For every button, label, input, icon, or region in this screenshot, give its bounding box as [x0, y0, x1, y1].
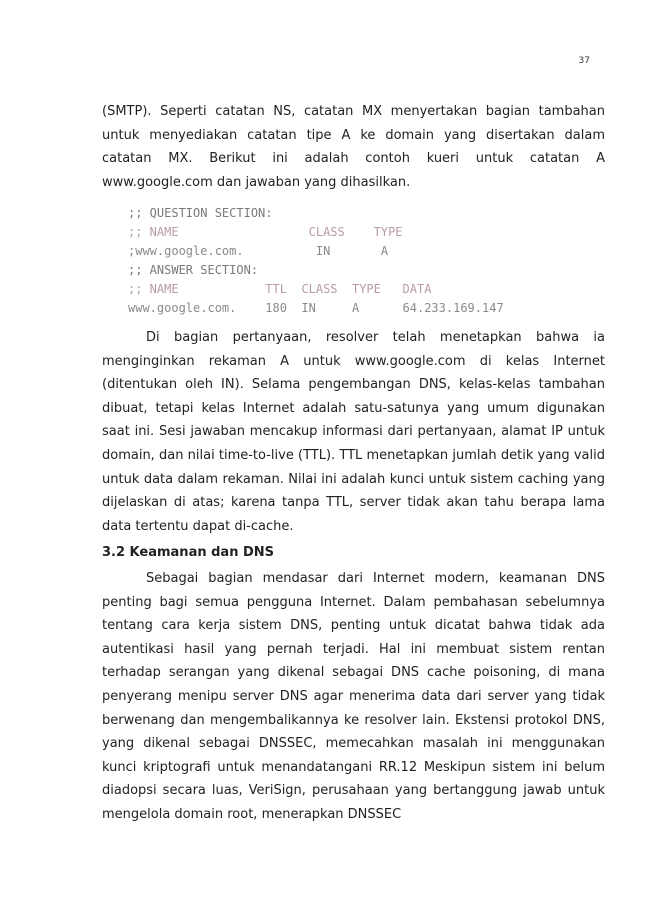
code-answer-row: www.google.com. 180 IN A 64.233.169.147: [128, 301, 504, 315]
code-question-row: ;www.google.com. IN A: [128, 244, 389, 258]
dns-query-example: [128, 204, 504, 318]
code-question-section: ;; QUESTION SECTION:: [128, 206, 273, 220]
code-answer-section: ;; ANSWER SECTION:: [128, 263, 259, 277]
page-number: 37: [578, 56, 590, 66]
paragraph-intro: (SMTP). Seperti catatan NS, catatan MX menyertakan bagian tambahan untuk menyediakan catatan tipe A ke domain yang disertakan dalam catatan MX. Berikut ini adalah contoh kueri untuk catatan A www.google.com dan jawaban yang dihasilkan.: [102, 104, 605, 190]
code-question-header: ;; NAME CLASS TYPE: [128, 225, 403, 239]
code-answer-header: ;; NAME TTL CLASS TYPE DATA: [128, 282, 432, 296]
section-heading: 3.2 Keamanan dan DNS: [102, 545, 275, 560]
paragraph-question-answer: Di bagian pertanyaan, resolver telah menetapkan bahwa ia menginginkan rekaman A untuk www.google.com di kelas Internet (ditentukan oleh IN). Selama pengembangan DNS, kelas-kelas tambahan dibuat, tetapi kelas Internet adalah satu-satunya yang umum digunakan saat ini. Sesi jawaban mencakup informasi dari pertanyaan, alamat IP untuk domain, dan nilai time-to-live (TTL). TTL menetapkan jumlah detik yang valid untuk data dalam rekaman. Nilai ini adalah kunci untuk sistem caching yang dijelaskan di atas; karena tanpa TTL, server tidak akan tahu berapa lama data tertentu dapat di-cache.: [102, 330, 605, 534]
paragraph-security: Sebagai bagian mendasar dari Internet modern, keamanan DNS penting bagi semua pengguna Internet. Dalam pembahasan sebelumnya tentang cara kerja sistem DNS, penting untuk dicatat bahwa tidak ada autentikasi hasil yang pernah terjadi. Hal ini membuat sistem rentan terhadap serangan yang dikenal sebagai DNS cache poisoning, di mana penyerang menipu server DNS agar menerima data dari server yang tidak berwenang dan mengembalikannya ke resolver lain. Ekstensi protokol DNS, yang dikenal sebagai DNSSEC, memecahkan masalah ini menggunakan kunci kriptografi untuk menandatangani RR.12 Meskipun sistem ini belum diadopsi secara luas, VeriSign, perusahaan yang bertanggung jawab untuk mengelola domain root, menerapkan DNSSEC: [102, 571, 605, 822]
